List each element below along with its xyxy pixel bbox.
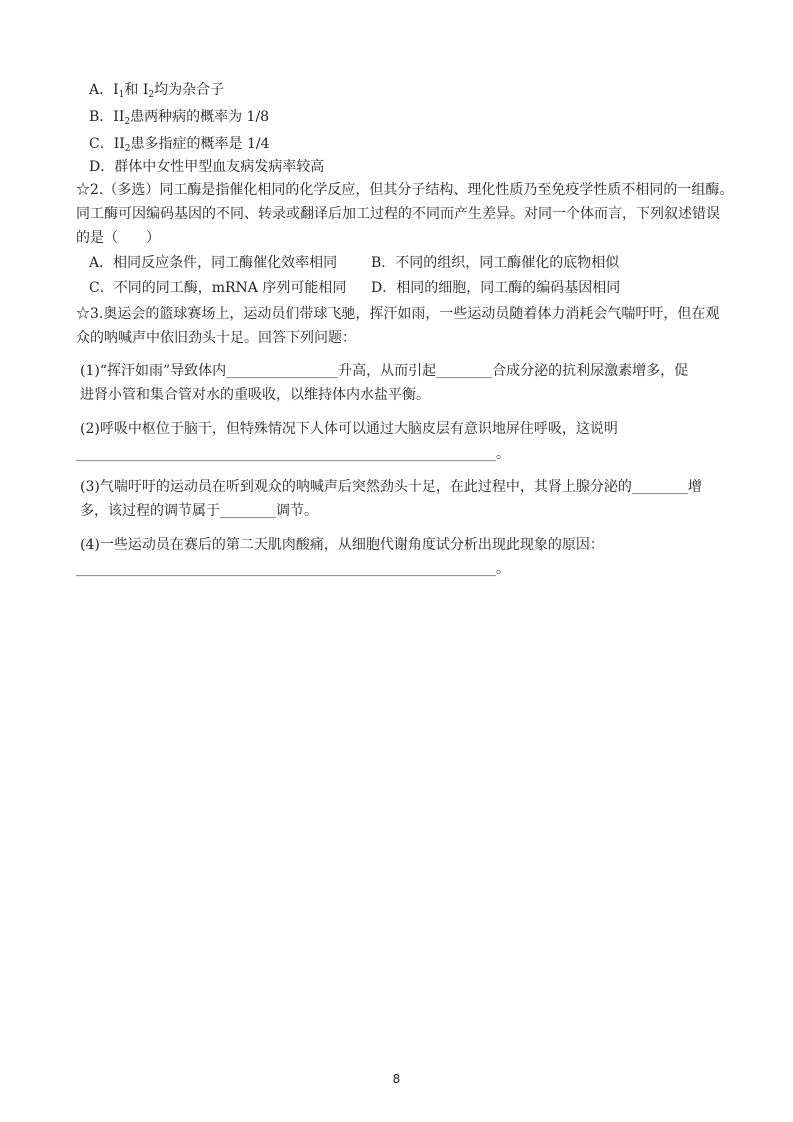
q2-option-b: B．不同的组织，同工酶催化的底物相似 [371, 255, 620, 271]
q1-option-a [89, 80, 224, 105]
q1-option-b-prefix: B．II [89, 109, 125, 125]
q1-option-c [89, 134, 270, 159]
q2-stem-line-3: 的是（ ） [76, 230, 160, 246]
q3-part2-answer-line: ____________________________________________________________。 [76, 446, 510, 462]
q2-option-d: D．相同的细胞，同工酶的编码基因相同 [371, 280, 621, 296]
q3-stem-line-1: ☆3.奥运会的篮球赛场上，运动员们带球飞驰，挥汗如雨，一些运动员随着体力消耗会气喘吁吁，但在观 [76, 306, 720, 322]
q3-part4-line-1: (4)一些运动员在赛后的第二天肌肉酸痛，从细胞代谢角度试分析出现此现象的原因： [80, 537, 604, 553]
q1-option-d: D．群体中女性甲型血友病发病率较高 [89, 159, 325, 175]
q2-option-a: A．相同反应条件，同工酶催化效率相同 [89, 255, 338, 271]
page-number: 8 [392, 1072, 401, 1086]
q3-part4-answer-line: ____________________________________________________________。 [76, 561, 510, 577]
q3-stem-line-2: 众的呐喊声中依旧劲头十足。回答下列问题： [76, 330, 356, 346]
q1-option-b-suffix: 患两种病的概率为 1/8 [130, 109, 270, 125]
q2-options-row-2 [89, 278, 620, 298]
q2-option-c: C．不同的同工酶，mRNA 序列可能相同 [89, 280, 347, 296]
q3-part3-line-1: (3)气喘吁吁的运动员在听到观众的呐喊声后突然劲头十足，在此过程中，其肾上腺分泌的________增 [80, 479, 702, 495]
q1-option-a-sub2: 2 [148, 90, 155, 100]
q1-option-b [89, 107, 269, 132]
q2-stem-line-1: ☆2.（多选）同工酶是指催化相同的化学反应，但其分子结构、理化性质乃至免疫学性质不相同的一组酶。 [76, 182, 734, 198]
q1-option-a-sub1: 1 [118, 90, 125, 100]
q3-part1-line-1: (1)“挥汗如雨”导致体内________________升高，从而引起________合成分泌的抗利尿激素增多，促 [80, 363, 689, 379]
q1-option-a-prefix: A．I [89, 82, 119, 98]
q1-option-b-sub: 2 [124, 117, 131, 127]
q1-option-c-sub: 2 [124, 144, 131, 154]
q1-option-a-mid: 和 I [124, 82, 149, 98]
q3-part3-line-2: 多，该过程的调节属于________调节。 [80, 503, 318, 519]
q2-options-row-1 [89, 253, 619, 273]
q2-stem-line-2: 同工酶可因编码基因的不同、转录或翻译后加工过程的不同而产生差异。对同一个体而言，下列叙述错误 [76, 206, 720, 222]
q3-part1-line-2: 进肾小管和集合管对水的重吸收，以维持体内水盐平衡。 [80, 387, 430, 403]
q3-part2-line-1: (2)呼吸中枢位于脑干，但特殊情况下人体可以通过大脑皮层有意识地屏住呼吸，这说明 [80, 421, 618, 437]
q1-option-c-suffix: 患多指症的概率是 1/4 [130, 136, 270, 152]
q1-option-c-prefix: C．II [89, 136, 125, 152]
q1-option-a-suffix: 均为杂合子 [154, 82, 225, 98]
